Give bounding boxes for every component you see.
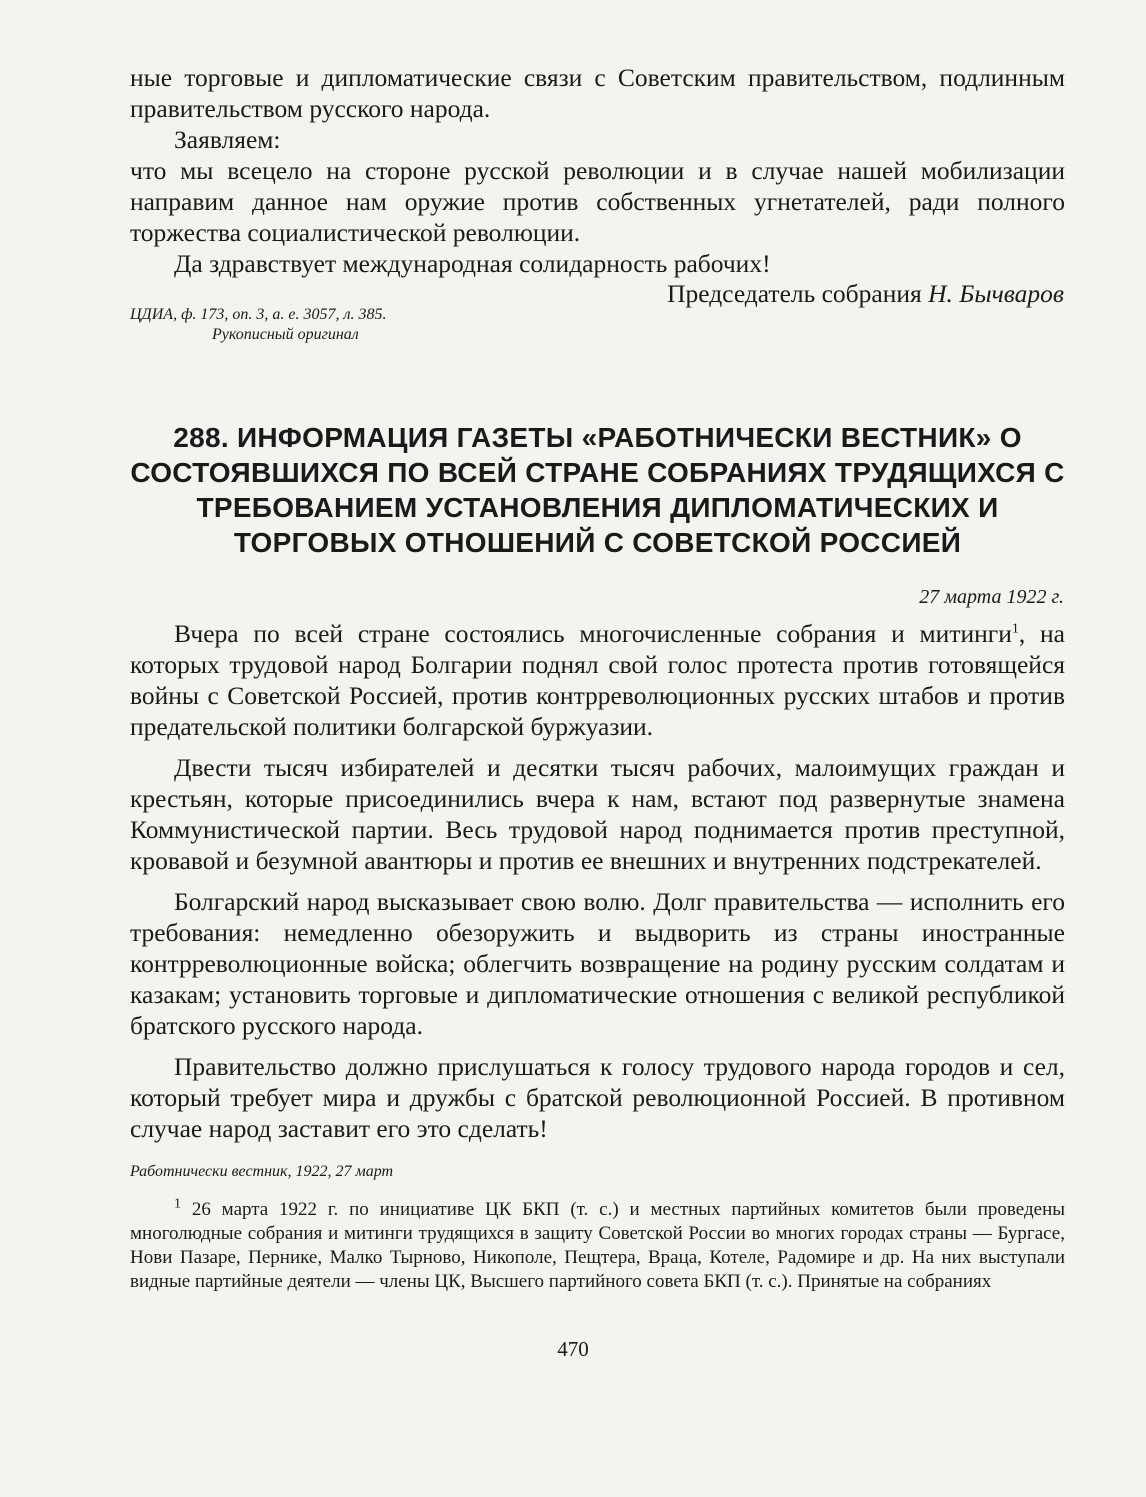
declare-text: что мы всецело на стороне русской революции и в случае нашей мобилизации направим данное нам оружие против собственных угнетателей, ради полного торжества социалистической революции. xyxy=(130,156,1065,247)
newspaper-source: Работнически вестник, 1922, 27 март xyxy=(130,1163,394,1180)
footnote xyxy=(130,1198,1065,1294)
archive-source-line1: ЦДИА, ф. 173, оп. 3, а. е. 3057, л. 385. xyxy=(130,306,387,323)
document-title: 288. ИНФОРМАЦИЯ ГАЗЕТЫ «РАБОТНИЧЕСКИ ВЕСТНИК» О СОСТОЯВШИХСЯ ПО ВСЕЙ СТРАНЕ СОБРАНИЯХ ТРУДЯЩИХСЯ С ТРЕБОВАНИЕМ УСТАНОВЛЕНИЯ ДИПЛОМАТИЧЕСКИХ И ТОРГОВЫХ ОТНОШЕНИЙ С СОВЕТСКОЙ РОССИЕЙ xyxy=(130,422,1065,558)
chairman-signature xyxy=(667,279,1064,309)
solidarity-slogan: Да здравствует международная солидарность рабочих! xyxy=(174,249,771,278)
footnote-block xyxy=(130,1198,1065,1294)
opening-block xyxy=(130,62,1065,279)
archive-source-line2: Рукописный оригинал xyxy=(212,326,359,343)
footnote-text: 26 марта 1922 г. по инициативе ЦК БКП (т. с.) и местных партийных комитетов были проведены многолюдные собрания и митинги трудящихся в защиту Советской России во многих городах страны — Бургасе, Нови Пазаре, Пернике, Малко Тырново, Никополе, Пещтера, Враца, Котеле, Радомире и др. На них выступали видные партийные деятели — члены ЦК, Высшего партийного совета БКП (т. с.). Принятые на собраниях xyxy=(130,1199,1066,1292)
paragraph-3: Болгарский народ высказывает свою волю. Долг правительства — исполнить его требования: немедленно обезоружить и выдворить из страны иностранные контрреволюционные войска; облегчить возвращение на родину русским солдатам и казакам; установить торговые и дипломатические отношения с великой республикой братского русского народа. xyxy=(130,887,1065,1040)
article-body xyxy=(130,618,1065,1144)
paragraph-1 xyxy=(130,618,1065,742)
paragraph-1-part-b: , на которых трудовой народ Болгарии поднял свой голос протеста против готовящейся войны с Советской Россией, против контрреволюционных русских штабов и против предательской политики болгарской буржуазии. xyxy=(130,619,1066,741)
page-number: 470 xyxy=(557,1337,589,1361)
document-date: 27 марта 1922 г. xyxy=(919,586,1064,608)
chairman-role: Председатель собрания xyxy=(667,279,922,308)
top-paragraph: ные торговые и дипломатические связи с Советским правительством, подлинным правительством русского народа. xyxy=(130,63,1065,123)
paragraph-4: Правительство должно прислушаться к голосу трудового народа городов и сел, который требует мира и дружбы с братской революционной Россией. В противном случае народ заставит его это сделать! xyxy=(130,1052,1065,1143)
footnote-mark: 1 xyxy=(174,1196,181,1212)
chairman-name: Н. Бычваров xyxy=(928,279,1064,308)
footnote-ref: 1 xyxy=(1011,621,1019,637)
paragraph-2: Двести тысяч избирателей и десятки тысяч рабочих, малоимущих граждан и крестьян, которые присоединились вчера к нам, встают под развернутые знамена Коммунистической партии. Весь трудовой народ поднимается против преступной, кровавой и безумной авантюры и против ее внешних и внутренних подстрекателей. xyxy=(130,753,1065,875)
paragraph-1-part-a: Вчера по всей стране состоялись многочисленные собрания и митинги xyxy=(174,619,1012,648)
declare-label: Заявляем: xyxy=(174,125,281,154)
